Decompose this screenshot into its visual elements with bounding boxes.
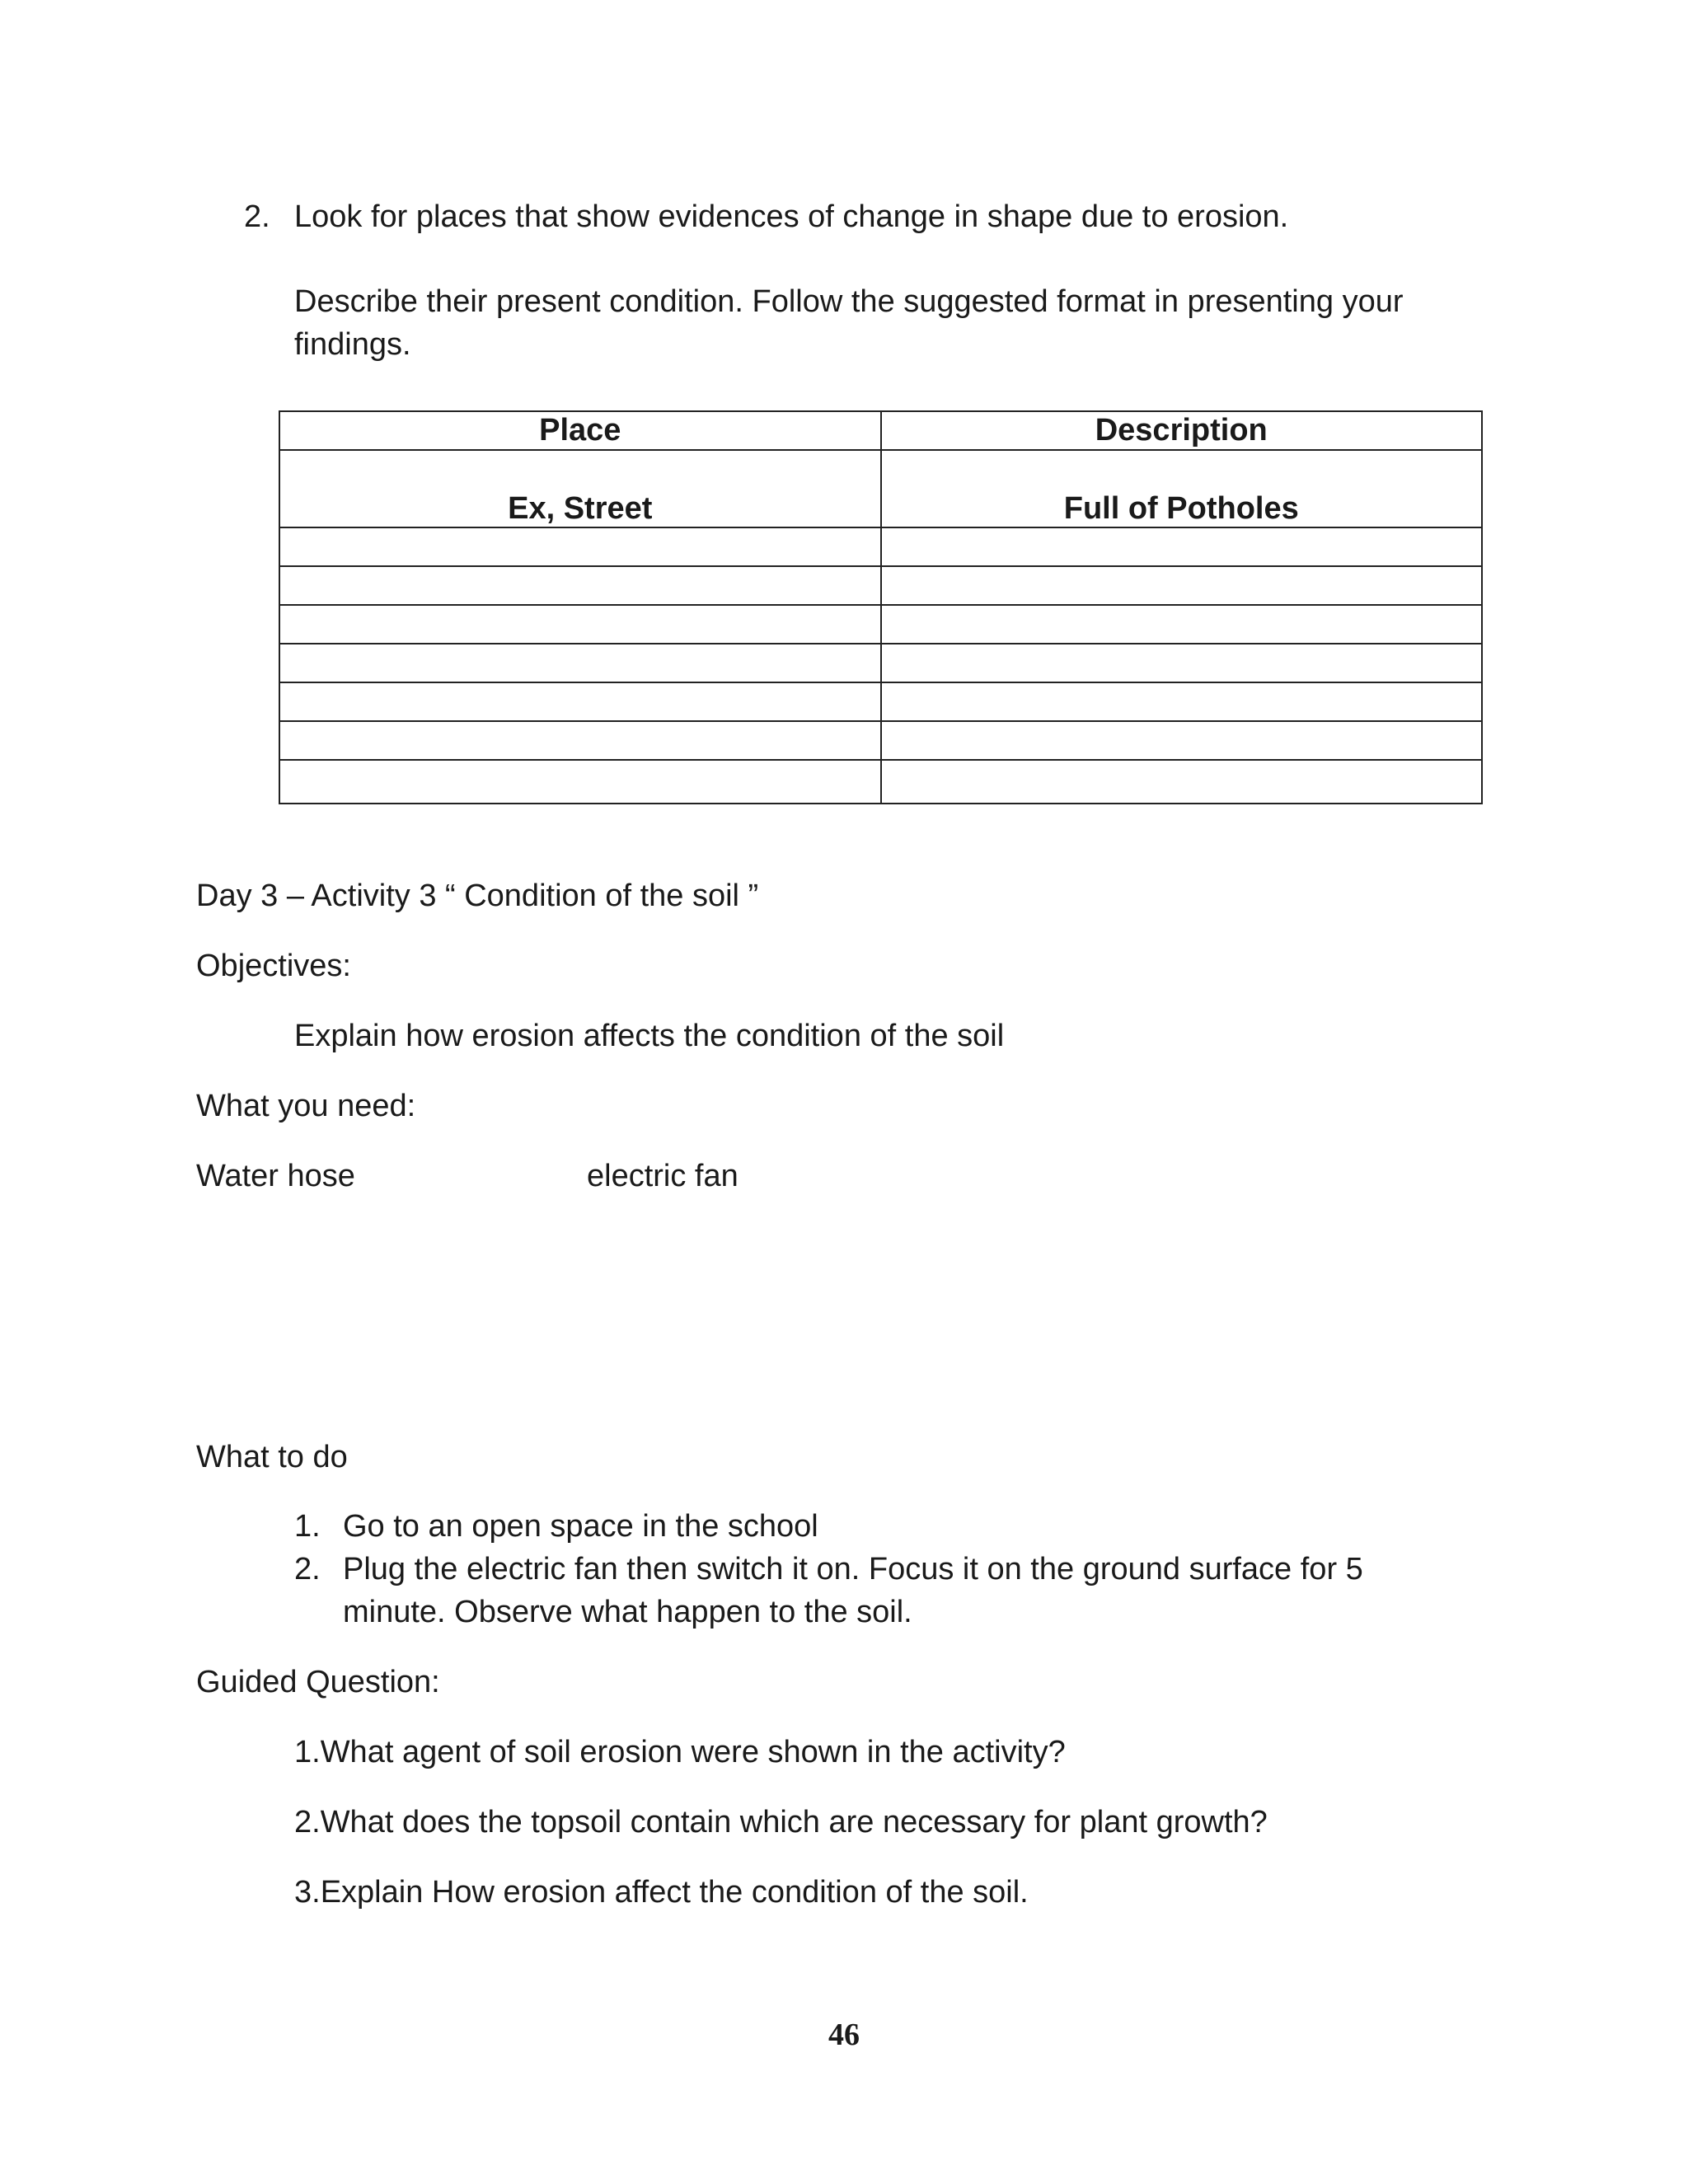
step2b-number: 2.	[294, 1552, 321, 1586]
page-number: 46	[828, 2018, 860, 2052]
blank-cell[interactable]	[279, 682, 881, 721]
blank-cell[interactable]	[881, 682, 1483, 721]
guided-question-label: Guided Question:	[196, 1665, 440, 1699]
blank-cell[interactable]	[881, 605, 1483, 644]
table-row	[279, 644, 1482, 682]
material-water-hose: Water hose	[196, 1159, 355, 1193]
blank-cell[interactable]	[279, 605, 881, 644]
activity-title: Day 3 – Activity 3 “ Condition of the soil ”	[196, 879, 759, 913]
blank-cell[interactable]	[881, 527, 1483, 566]
question-2: 2.What does the topsoil contain which are necessary for plant growth?	[294, 1805, 1268, 1840]
what-to-do-label: What to do	[196, 1440, 348, 1474]
step2b-text: Plug the electric fan then switch it on. Focus it on the ground surface for 5 minute. Observe what happen to the soil.	[343, 1552, 1363, 1629]
step1-text: Go to an open space in the school	[343, 1509, 818, 1544]
question-1: 1.What agent of soil erosion were shown in the activity?	[294, 1735, 1066, 1769]
step2-number: 2.	[244, 199, 270, 234]
blank-cell[interactable]	[881, 760, 1483, 804]
step2-instructions: Describe their present condition. Follow the suggested format in presenting your findings.	[294, 284, 1404, 362]
question-3: 3.Explain How erosion affect the condition of the soil.	[294, 1875, 1029, 1910]
example-place: Ex, Street	[279, 450, 881, 527]
objectives-label: Objectives:	[196, 949, 351, 983]
header-place: Place	[279, 411, 881, 450]
table-row	[279, 605, 1482, 644]
findings-table	[279, 410, 1483, 804]
blank-cell[interactable]	[881, 566, 1483, 605]
table-row-example	[279, 450, 1482, 527]
example-description: Full of Potholes	[881, 450, 1483, 527]
blank-cell[interactable]	[881, 721, 1483, 760]
blank-cell[interactable]	[279, 566, 881, 605]
table-header-row	[279, 411, 1482, 450]
table-row	[279, 760, 1482, 804]
table-row	[279, 527, 1482, 566]
blank-cell[interactable]	[279, 644, 881, 682]
step2-text: Look for places that show evidences of change in shape due to erosion.	[294, 199, 1289, 234]
blank-cell[interactable]	[279, 721, 881, 760]
blank-cell[interactable]	[279, 527, 881, 566]
blank-cell[interactable]	[279, 760, 881, 804]
table-row	[279, 721, 1482, 760]
step1-number: 1.	[294, 1509, 321, 1544]
what-you-need-label: What you need:	[196, 1089, 416, 1123]
table-row	[279, 566, 1482, 605]
objective-text: Explain how erosion affects the condition of the soil	[294, 1019, 1005, 1053]
table-row	[279, 682, 1482, 721]
blank-cell[interactable]	[881, 644, 1483, 682]
header-description: Description	[881, 411, 1483, 450]
material-electric-fan: electric fan	[587, 1159, 738, 1193]
